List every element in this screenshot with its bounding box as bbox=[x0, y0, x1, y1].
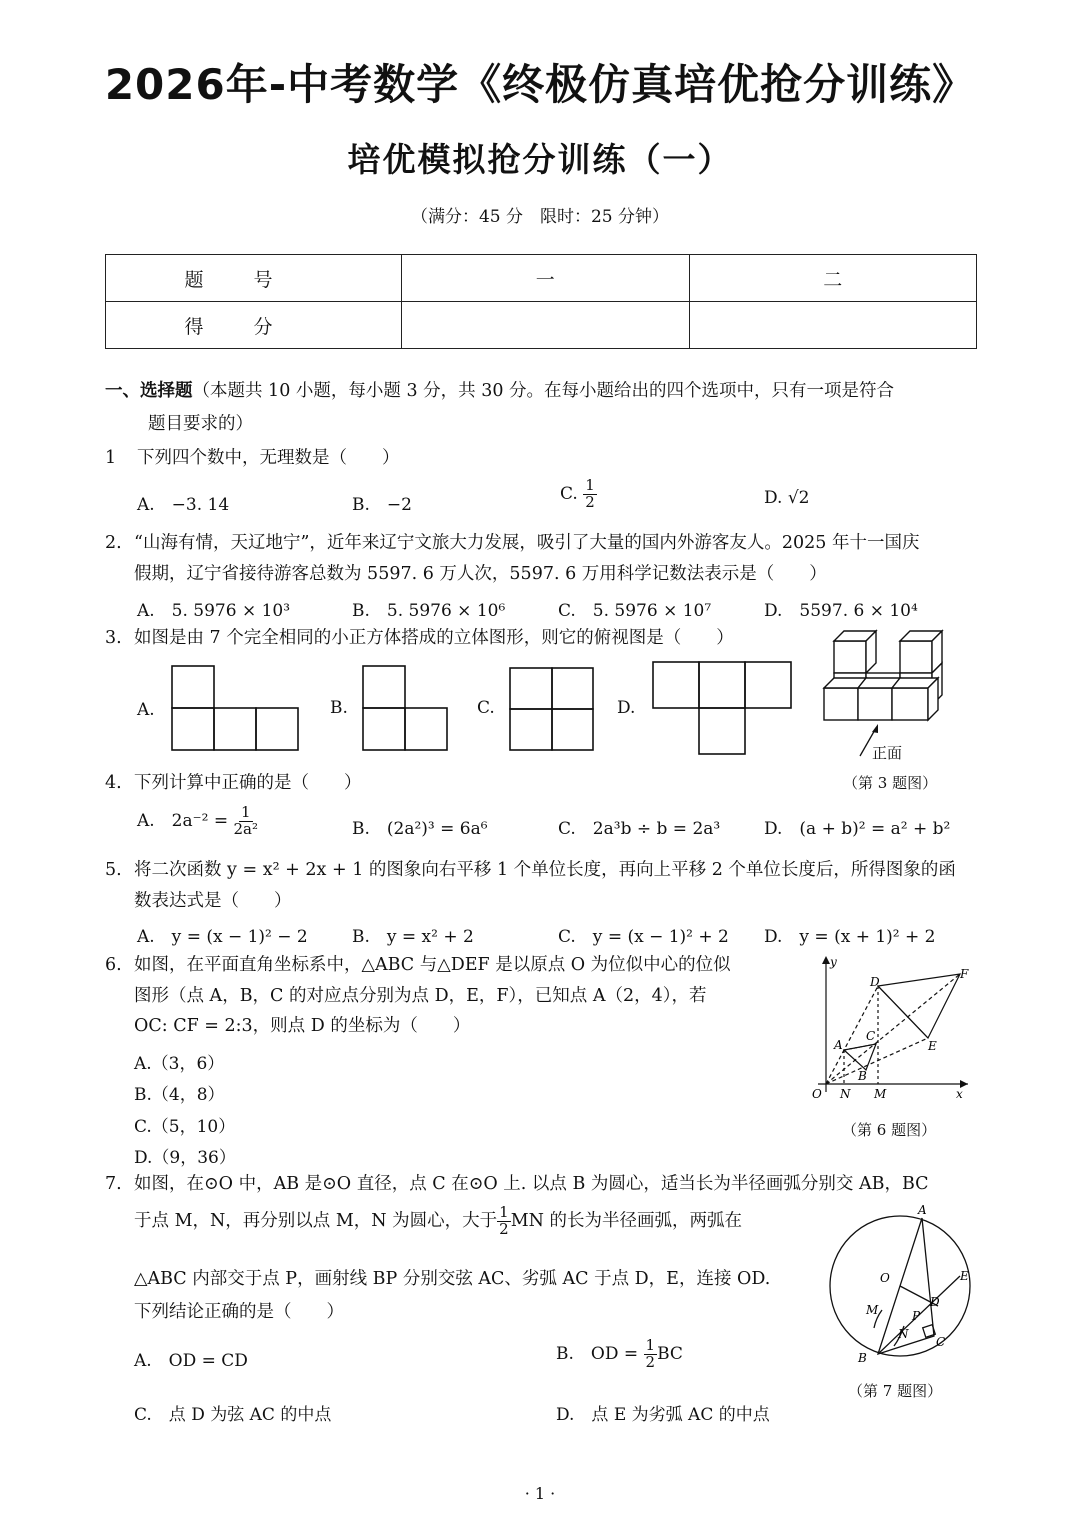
q7-label-b: B bbox=[858, 1351, 867, 1365]
section-description-cont: 题目要求的） bbox=[148, 414, 253, 434]
q6-stem-line3: OC: CF = 2:3，则点 D 的坐标为（ ） bbox=[134, 1016, 471, 1036]
q1-option-d-value: √2 bbox=[787, 488, 810, 508]
q7-option-b-start: B. OD = bbox=[556, 1343, 639, 1364]
q6-number: 6. bbox=[105, 955, 122, 975]
q6-caption: （第 6 题图） bbox=[842, 1121, 937, 1139]
q2-number: 2. bbox=[105, 533, 122, 553]
score-table bbox=[105, 254, 977, 349]
score-cell-one bbox=[402, 302, 690, 349]
q6-label-n: N bbox=[840, 1087, 851, 1101]
q4-number: 4. bbox=[105, 773, 122, 793]
q1-option-b: B. −2 bbox=[352, 495, 412, 515]
q3-option-b-figure bbox=[361, 664, 451, 752]
q7-option-a: A. OD = CD bbox=[134, 1351, 248, 1371]
exercise-title: 培优模拟抢分训练（一） bbox=[347, 140, 733, 179]
q7-stem-line1: 如图，在⊙O 中，AB 是⊙O 直径，点 C 在⊙O 上. 以点 B 为圆心，适当长为半径画弧分别交 AB，BC bbox=[134, 1174, 929, 1194]
q6-label-d: D bbox=[870, 975, 880, 989]
q7-stem-line2-start: 于点 M，N，再分别以点 M，N 为圆心，大于 bbox=[134, 1210, 498, 1231]
fraction bbox=[644, 1338, 658, 1371]
fraction-numerator: 1 bbox=[585, 476, 595, 494]
q1-option-d bbox=[764, 488, 810, 508]
fraction bbox=[233, 805, 258, 838]
q3-option-d-label: D. bbox=[617, 698, 636, 718]
q4-option-a-expr: A. 2a⁻² = bbox=[137, 810, 229, 831]
q3-option-c-label: C. bbox=[477, 698, 495, 718]
page-number: · 1 · bbox=[524, 1484, 556, 1503]
q3-front-label: 正面 bbox=[872, 744, 903, 762]
q6-label-c: C bbox=[866, 1029, 876, 1043]
q1-option-d-label: D. bbox=[764, 488, 783, 508]
q4-option-c: C. 2a³b ÷ b = 2a³ bbox=[558, 819, 721, 839]
section-number: 一、 bbox=[105, 381, 140, 401]
fraction-numerator: 1 bbox=[499, 1203, 509, 1221]
q3-number: 3. bbox=[105, 628, 122, 648]
q6-label-x: x bbox=[956, 1087, 963, 1101]
q6-label-f: F bbox=[960, 967, 969, 981]
q6-option-a: A.（3，6） bbox=[134, 1054, 225, 1074]
score-cell-two bbox=[689, 302, 977, 349]
q7-number: 7. bbox=[105, 1174, 122, 1194]
q2-option-a: A. 5. 5976 × 10³ bbox=[137, 601, 291, 621]
q6-label-a: A bbox=[834, 1038, 843, 1052]
section-two-header: 二 bbox=[689, 255, 977, 302]
fraction-numerator: 1 bbox=[645, 1336, 656, 1354]
q5-option-c: C. y = (x − 1)² + 2 bbox=[558, 927, 729, 947]
q1-stem: 下列四个数中，无理数是（ ） bbox=[137, 448, 400, 468]
q7-stem-line2-end: MN 的长为半径画弧，两弧在 bbox=[510, 1210, 742, 1231]
q4-option-a bbox=[137, 805, 258, 838]
q7-label-p: P bbox=[912, 1309, 921, 1323]
q6-option-b: B.（4，8） bbox=[134, 1085, 225, 1105]
fraction-numerator: 1 bbox=[240, 803, 251, 821]
q3-option-a-figure bbox=[170, 664, 302, 752]
q7-label-a: A bbox=[918, 1203, 927, 1217]
q7-stem-line3: △ABC 内部交于点 P，画射线 BP 分别交弦 AC、劣弧 AC 于点 D，E，连接 OD. bbox=[134, 1269, 771, 1289]
q7-label-n: N bbox=[898, 1327, 909, 1341]
q5-option-a: A. y = (x − 1)² − 2 bbox=[137, 927, 308, 947]
q5-option-b: B. y = x² + 2 bbox=[352, 927, 474, 947]
q3-option-c-figure bbox=[508, 666, 596, 752]
q7-circle-figure bbox=[820, 1200, 980, 1370]
q6-label-y: y bbox=[830, 955, 837, 969]
fraction-denominator: 2 bbox=[585, 492, 595, 511]
fraction bbox=[583, 478, 597, 511]
q2-option-c: C. 5. 5976 × 10⁷ bbox=[558, 601, 712, 621]
q4-option-b: B. (2a²)³ = 6a⁶ bbox=[352, 819, 488, 839]
q2-stem-line1: “山海有情，天辽地宁”，近年来辽宁文旅大力发展，吸引了大量的国内外游客友人。2025 年十一国庆 bbox=[134, 533, 920, 553]
q6-option-d: D.（9，36） bbox=[134, 1148, 236, 1168]
fraction-denominator: 2 bbox=[499, 1219, 509, 1238]
q1-option-c bbox=[560, 478, 597, 511]
q6-label-m: M bbox=[874, 1087, 887, 1101]
q6-stem-line1: 如图，在平面直角坐标系中，△ABC 与△DEF 是以原点 O 为位似中心的位似 bbox=[134, 955, 731, 975]
q4-option-d: D. (a + b)² = a² + b² bbox=[764, 819, 951, 839]
q3-option-d-figure bbox=[651, 660, 793, 756]
q7-option-c: C. 点 D 为弦 AC 的中点 bbox=[134, 1405, 332, 1425]
q6-label-o: O bbox=[812, 1087, 822, 1101]
q6-option-c: C.（5，10） bbox=[134, 1117, 236, 1137]
q7-label-c: C bbox=[936, 1335, 946, 1349]
q5-number: 5. bbox=[105, 860, 122, 880]
q1-option-c-label: C. bbox=[560, 483, 578, 504]
score-table-row-score bbox=[106, 302, 977, 349]
q3-caption: （第 3 题图） bbox=[843, 774, 938, 792]
score-time-info: （满分：45 分 限时：25 分钟） bbox=[410, 207, 670, 227]
q1-option-a: A. −3. 14 bbox=[137, 495, 230, 515]
q6-label-b: B bbox=[858, 1069, 867, 1083]
q7-label-o: O bbox=[880, 1271, 890, 1285]
q3-option-a-label: A. bbox=[137, 700, 155, 720]
q7-caption: （第 7 题图） bbox=[848, 1382, 943, 1400]
q5-stem-line1: 将二次函数 y = x² + 2x + 1 的图象向右平移 1 个单位长度，再向上平移 2 个单位长度后，所得图象的函 bbox=[134, 860, 956, 880]
q2-option-d: D. 5597. 6 × 10⁴ bbox=[764, 601, 918, 621]
q5-option-d: D. y = (x + 1)² + 2 bbox=[764, 927, 936, 947]
section-one-heading bbox=[105, 381, 894, 402]
q7-stem-line2 bbox=[134, 1205, 742, 1238]
q1-number: 1 bbox=[105, 448, 117, 468]
q6-coordinate-figure bbox=[800, 952, 980, 1102]
q7-label-e: E bbox=[960, 1269, 969, 1283]
fraction-denominator: 2a² bbox=[233, 819, 258, 838]
q7-option-b bbox=[556, 1338, 683, 1371]
q7-label-d: D bbox=[930, 1295, 940, 1309]
score-label: 得分 bbox=[106, 302, 402, 349]
question-number-label: 题号 bbox=[106, 255, 402, 302]
q6-stem-line2: 图形（点 A，B，C 的对应点分别为点 D，E，F），已知点 A（2，4），若 bbox=[134, 986, 707, 1006]
section-one-header: 一 bbox=[402, 255, 690, 302]
q3-stem: 如图是由 7 个完全相同的小正方体搭成的立体图形，则它的俯视图是（ ） bbox=[134, 628, 734, 648]
q2-option-b: B. 5. 5976 × 10⁶ bbox=[352, 601, 506, 621]
q2-stem-line2: 假期，辽宁省接待游客总数为 5597. 6 万人次，5597. 6 万用科学记数法表示是（ ） bbox=[134, 564, 827, 584]
section-description: （本题共 10 小题，每小题 3 分，共 30 分。在每小题给出的四个选项中，只有一项是符合 bbox=[192, 381, 895, 401]
score-table-row-number bbox=[106, 255, 977, 302]
q6-label-e: E bbox=[928, 1039, 937, 1053]
q5-stem-line2: 数表达式是（ ） bbox=[134, 891, 292, 911]
section-name: 选择题 bbox=[140, 381, 193, 401]
q4-stem: 下列计算中正确的是（ ） bbox=[134, 773, 362, 793]
q7-stem-line4: 下列结论正确的是（ ） bbox=[134, 1302, 344, 1322]
document-title: 2026年-中考数学《终极仿真培优抢分训练》 bbox=[104, 60, 976, 109]
fraction bbox=[497, 1205, 511, 1238]
fraction-denominator: 2 bbox=[645, 1352, 656, 1371]
q3-option-b-label: B. bbox=[330, 698, 348, 718]
q7-option-d: D. 点 E 为劣弧 AC 的中点 bbox=[556, 1405, 770, 1425]
q7-label-m: M bbox=[866, 1303, 879, 1317]
q7-option-b-end: BC bbox=[657, 1343, 683, 1364]
